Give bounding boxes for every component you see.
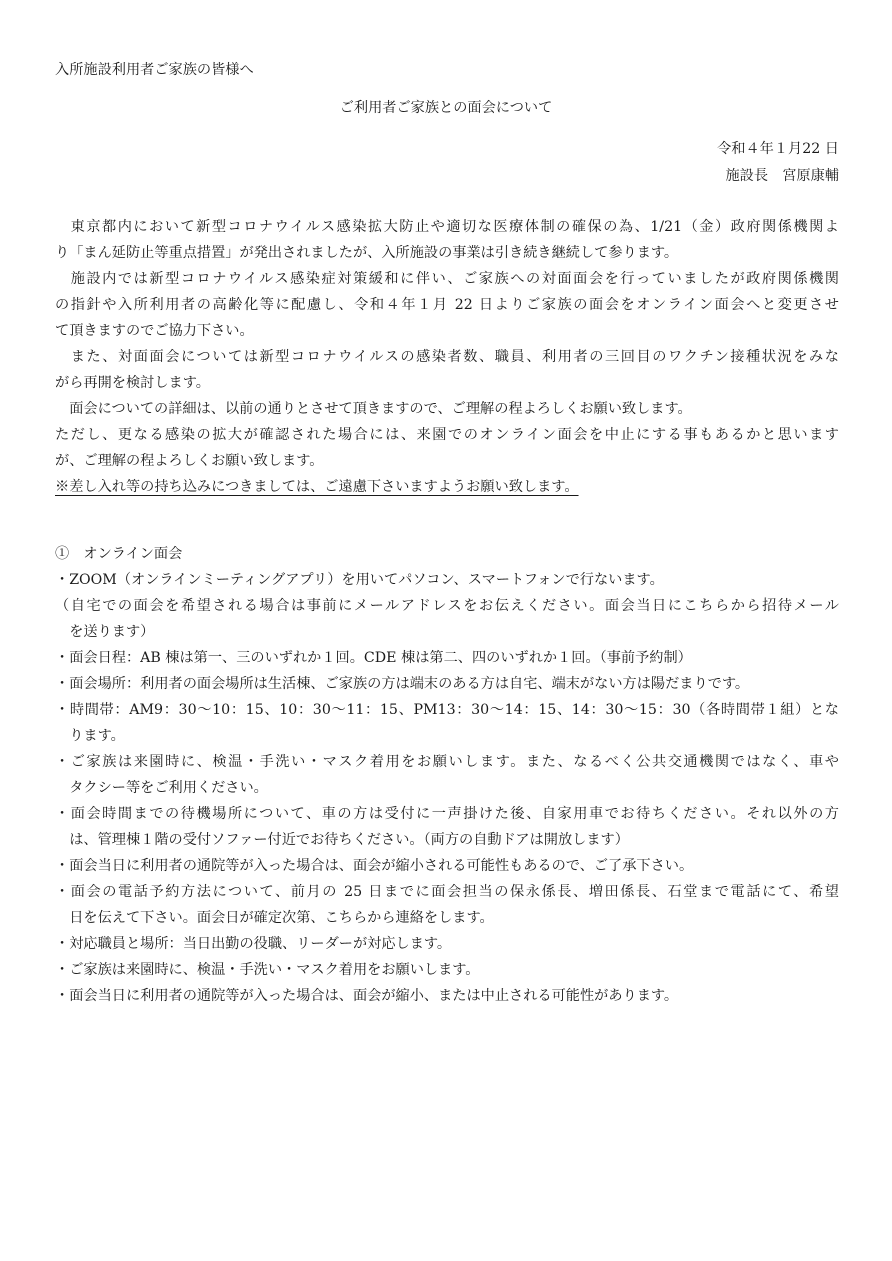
list-item: ・面会当日に利用者の通院等が入った場合は、面会が縮小される可能性もあるので、ご了承下さい。 bbox=[55, 858, 694, 874]
document-title: ご利用者ご家族との面会について bbox=[339, 100, 553, 116]
list-item: ・面会日程：AB 棟は第一、三のいずれか１回。CDE 棟は第二、四のいずれか１回。（事前予約制） bbox=[55, 650, 692, 666]
addressee-line: 入所施設利用者ご家族の皆様へ bbox=[55, 62, 254, 78]
list-item: ・対応職員と場所：当日出勤の役職、リーダーが対応します。 bbox=[55, 936, 452, 952]
body-line: の指針や入所利用者の高齢化等に配慮し、令和４年１月 22 日よりご家族の面会をオンライン面会へと変更させ bbox=[55, 297, 839, 313]
list-item: ・ZOOM（オンラインミーティングアプリ）を用いてパソコン、スマートフォンで行ないます。 bbox=[55, 572, 664, 588]
body-line: ただし、更なる感染の拡大が確認された場合には、来園でのオンライン面会を中止にする事もあるかと思います bbox=[55, 427, 839, 443]
list-item-continuation: ります。 bbox=[55, 728, 125, 744]
body-line: 東京都内において新型コロナウイルス感染拡大防止や適切な医療体制の確保の為、1/21（金）政府関係機関よ bbox=[55, 219, 839, 235]
list-item: （自宅での面会を希望される場合は事前にメールアドレスをお伝えください。面会当日にこちらから招待メール bbox=[55, 598, 839, 614]
list-item: ・ご家族は来園時に、検温・手洗い・マスク着用をお願いします。 bbox=[55, 962, 480, 978]
list-item: ・ご家族は来園時に、検温・手洗い・マスク着用をお願いします。また、なるべく公共交通機関ではなく、車や bbox=[55, 754, 839, 770]
body-line: がら再開を検討します。 bbox=[55, 375, 210, 391]
list-item: ・面会当日に利用者の通院等が入った場合は、面会が縮小、または中止される可能性があります。 bbox=[55, 988, 679, 1004]
body-line: 面会についての詳細は、以前の通りとさせて頂きますので、ご理解の程よろしくお願い致します。 bbox=[55, 401, 692, 417]
list-item-continuation: を送ります） bbox=[55, 624, 155, 640]
online-meeting-section bbox=[55, 541, 839, 1009]
list-item: ・面会の電話予約方法について、前月の 25 日までに面会担当の保永係長、増田係長、石堂まで電話にて、希望 bbox=[55, 884, 839, 900]
document-date: 令和４年１月22 日 bbox=[717, 141, 839, 157]
body-line: て頂きますのでご協力下さい。 bbox=[55, 323, 254, 339]
list-item-continuation: 日を伝えて下さい。面会日が確定次第、こちらから連絡をします。 bbox=[55, 910, 494, 926]
body-line: 施設内では新型コロナウイルス感染症対策緩和に伴い、ご家族への対面面会を行っていましたが政府関係機関 bbox=[55, 271, 839, 287]
notice-underlined: ※差し入れ等の持ち込みにつきましては、ご遠慮下さいますようお願い致します。 bbox=[55, 479, 579, 495]
list-item: ・面会時間までの待機場所について、車の方は受付に一声掛けた後、自家用車でお待ちください。それ以外の方 bbox=[55, 806, 839, 822]
list-item-continuation: は、管理棟１階の受付ソファー付近でお待ちください。（両方の自動ドアは開放します） bbox=[55, 832, 629, 848]
list-item: ・面会場所：利用者の面会場所は生活棟、ご家族の方は端末のある方は自宅、端末がない方は陽だまりです。 bbox=[55, 676, 750, 692]
date-author-block bbox=[717, 136, 839, 190]
body-line: り「まん延防止等重点措置」が発出されましたが、入所施設の事業は引き続き継続して参ります。 bbox=[55, 245, 679, 261]
section-heading: ① オンライン面会 bbox=[55, 546, 183, 562]
body-text bbox=[55, 214, 839, 500]
body-line: また、対面面会については新型コロナウイルスの感染者数、職員、利用者の三回目のワクチン接種状況をみな bbox=[55, 349, 839, 365]
list-item: ・時間帯：AM9：30～10：15、10：30～11：15、PM13：30～14：15、14：30～15：30（各時間帯１組）とな bbox=[55, 702, 839, 718]
list-item-continuation: タクシー等をご利用ください。 bbox=[55, 780, 268, 796]
document-author: 施設長 宮原康輔 bbox=[725, 168, 839, 184]
body-line: が、ご理解の程よろしくお願い致します。 bbox=[55, 453, 324, 469]
